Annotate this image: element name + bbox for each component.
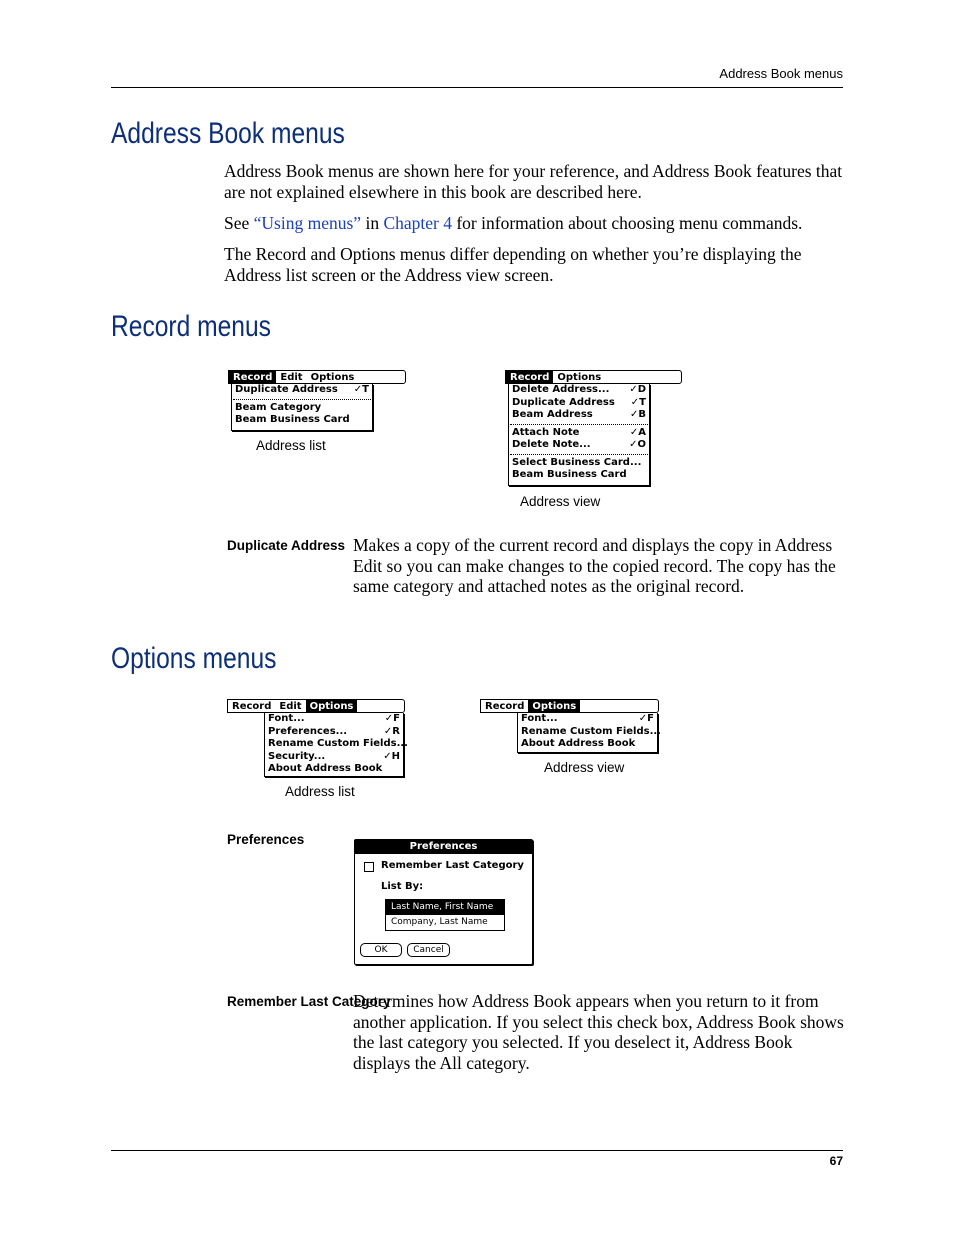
menu-options[interactable]: Options [557,372,602,383]
shortcut-label: ✓H [383,750,400,762]
term-preferences: Preferences [227,832,305,847]
ok-button[interactable]: OK [360,943,402,957]
menu-item-about-address-book[interactable] [518,738,657,751]
using-menus-link[interactable]: “Using menus” [253,213,362,233]
menu-item-preferences[interactable] [265,726,403,739]
menu-item-delete-address[interactable] [509,384,649,397]
record-list-caption: Address list [256,438,326,453]
list-by-options [385,899,505,931]
record-view-menu-panel [508,384,650,486]
shortcut-label: ✓D [629,384,646,395]
menu-item-label: Select Business Card... [512,456,642,468]
shortcut-label: ✓R [383,725,400,737]
record-list-menubar [228,370,406,384]
record-list-menu-panel [231,384,373,431]
menu-item-label: About Address Book [268,763,383,774]
in-text: in [361,213,384,233]
header-rule [111,87,843,88]
shortcut-label: ✓T [353,384,369,395]
menu-item-security[interactable] [265,751,403,764]
remember-last-category-checkbox[interactable] [364,862,374,872]
page-number: 67 [829,1154,843,1168]
menu-edit[interactable]: Edit [280,372,303,383]
section-title-address-book-menus: Address Book menus [111,117,345,150]
preferences-dialog [354,839,533,965]
running-header: Address Book menus [719,66,843,81]
menu-item-label: Font... [521,713,558,724]
menu-record[interactable]: Record [506,371,553,384]
menu-record[interactable]: Record [232,701,272,712]
menu-item-label: Preferences... [268,725,348,737]
shortcut-label: ✓B [629,409,646,420]
menu-options[interactable]: Options [528,700,580,713]
menu-item-beam-business-card[interactable] [509,469,649,482]
menu-item-delete-note[interactable] [509,439,649,452]
menu-item-beam-business-card[interactable] [232,414,372,427]
menu-item-label: Beam Business Card [235,414,350,425]
menu-item-label: Security... [268,750,326,762]
footer-rule [111,1150,843,1151]
options-list-menubar [227,699,405,713]
shortcut-label: ✓F [638,713,654,724]
menu-item-font[interactable] [518,713,657,726]
dialog-title: Preferences [355,840,532,854]
list-by-label: List By: [381,881,424,892]
menu-record[interactable]: Record [229,371,276,384]
term-duplicate-address: Duplicate Address [227,538,346,553]
menu-item-label: Beam Business Card [512,469,627,480]
option-company-last[interactable]: Company, Last Name [391,917,488,927]
menu-item-rename-custom-fields[interactable] [518,725,661,739]
cancel-button[interactable]: Cancel [407,943,450,957]
shortcut-label: ✓T [630,396,646,408]
checkbox-label: Remember Last Category [381,860,524,871]
menu-record[interactable]: Record [485,701,525,712]
options-list-menu-panel [264,713,408,777]
options-view-menubar [480,699,659,713]
see-paragraph [224,213,846,234]
record-view-menubar [505,370,682,384]
options-view-caption: Address view [544,760,625,775]
menu-edit[interactable]: Edit [279,701,302,712]
options-view-menu-panel [517,713,661,753]
record-view-caption: Address view [520,494,601,509]
shortcut-label: ✓O [629,439,646,450]
see-rest-text: for information about choosing menu commands. [451,213,803,233]
term-remember-last-category: Remember Last Category [227,994,391,1009]
menu-item-rename-custom-fields[interactable] [265,738,408,751]
definition-remember-last-category: Determines how Address Book appears when you return to it from another application. If you select this check box, Address Book shows the last category you selected. If you deselect it, Address Book displays the All category. [353,991,844,1073]
chapter-4-link[interactable]: Chapter 4 [383,213,452,233]
menu-divider [510,454,648,455]
intro-paragraph: Address Book menus are shown here for your reference, and Address Book features that are not explained elsewhere in this book are described here. [224,161,843,202]
menu-options[interactable]: Options [306,700,358,713]
shortcut-label: ✓A [629,426,646,438]
section-title-record-menus: Record menus [111,310,271,343]
menu-item-label: Duplicate Address [235,384,338,395]
menu-item-duplicate-address[interactable] [509,397,649,410]
menu-divider [233,399,371,400]
menu-item-attach-note[interactable] [509,427,649,440]
differ-paragraph: The Record and Options menus differ depending on whether you’re displaying the Address list screen or the Address view screen. [224,244,802,285]
menu-item-label: Delete Note... [512,439,591,450]
options-list-caption: Address list [285,784,355,799]
shortcut-label: ✓F [384,713,400,724]
menu-item-beam-category[interactable] [232,402,372,415]
menu-item-label: Beam Category [235,401,322,413]
section-title-options-menus: Options menus [111,642,277,675]
menu-item-label: Delete Address... [512,384,610,395]
menu-item-label: Rename Custom Fields... [521,725,661,737]
menu-item-duplicate-address[interactable] [232,384,372,397]
menu-item-font[interactable] [265,713,403,726]
menu-divider [510,424,648,425]
menu-item-label: About Address Book [521,738,636,749]
menu-item-label: Font... [268,713,305,724]
menu-item-label: Rename Custom Fields... [268,738,408,749]
menu-item-label: Beam Address [512,409,593,420]
menu-item-select-business-card[interactable] [509,457,649,470]
menu-item-beam-address[interactable] [509,409,649,422]
menu-item-about-address-book[interactable] [265,763,403,776]
menu-item-label: Duplicate Address [512,396,615,408]
definition-duplicate-address: Makes a copy of the current record and displays the copy in Address Edit so you can make changes to the copied record. The copy has the same category and attached notes as the original record. [353,535,836,596]
menu-item-label: Attach Note [512,426,580,438]
option-last-first[interactable]: Last Name, First Name [386,900,504,915]
see-text: See [224,213,254,233]
menu-options[interactable]: Options [310,372,355,383]
